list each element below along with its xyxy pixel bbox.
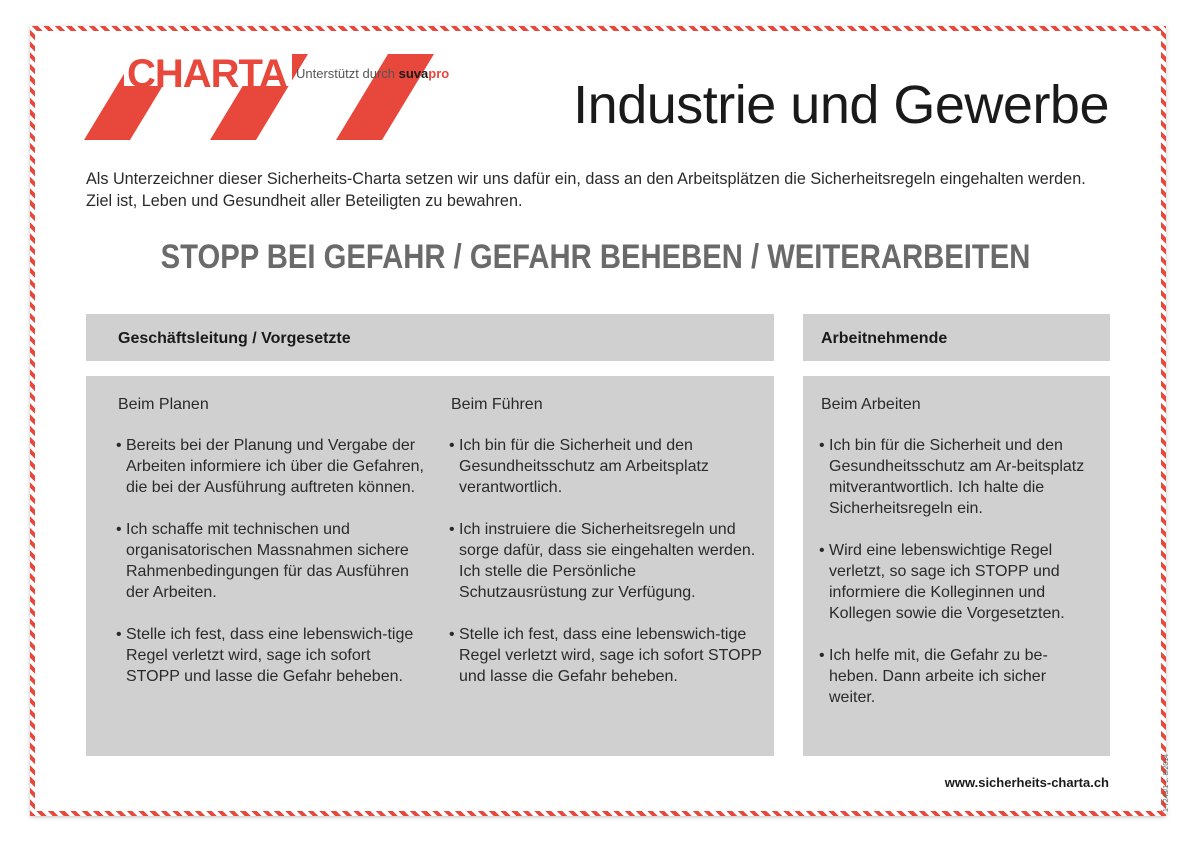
list-item: • Ich helfe mit, die Gefahr zu be-heben. Dann arbeite ich sicher weiter. — [821, 645, 1085, 708]
list-item: • Ich instruiere die Sicherheitsregeln und sorge dafür, dass sie eingehalten werden. Ich stelle die Persönliche Schutzausrüstung zur Verfügung. — [451, 519, 765, 603]
logo-brand: suva — [398, 66, 429, 81]
slogan: STOPP BEI GEFAHR / GEFAHR BEHEBEN / WEITERARBEITEN — [160, 238, 1031, 276]
working-title: Beim Arbeiten — [821, 396, 921, 413]
list-item: • Ich bin für die Sicherheit und den Gesundheitsschutz am Ar-beitsplatz mitverantwortlich. Ich halte die Sicherheitsregeln ein. — [821, 435, 1085, 519]
list-item: • Stelle ich fest, dass eine lebenswich-tige Regel verletzt wird, sage ich sofort STOPP und lasse die Gefahr beheben. — [451, 624, 765, 687]
planning-list — [118, 435, 426, 687]
management-header: Geschäftsleitung / Vorgesetzte — [86, 314, 774, 361]
employees-header: Arbeitnehmende — [803, 314, 1110, 361]
planning-title: Beim Planen — [118, 396, 209, 413]
logo-supported-by — [296, 66, 449, 81]
list-item: • Stelle ich fest, dass eine lebenswich-tige Regel verletzt wird, sage ich sofort STOPP und lasse die Gefahr beheben. — [118, 624, 426, 687]
leading-title: Beim Führen — [451, 396, 543, 413]
intro-text: Als Unterzeichner dieser Sicherheits-Charta setzen wir uns dafür ein, dass an den Arbeitsplätzen die Sicherheitsregeln eingehalten werden. Ziel ist, Leben und Gesundheit aller Beteiligten zu bewahren. — [86, 170, 1086, 210]
logo-name: CHARTA — [127, 52, 287, 96]
working-list — [821, 435, 1085, 708]
leading-column — [451, 394, 765, 708]
list-item: • Ich bin für die Sicherheit und den Gesundheitsschutz am Arbeitsplatz verantwortlich. — [451, 435, 765, 498]
list-item: • Ich schaffe mit technischen und organisatorischen Massnahmen sichere Rahmenbedingungen für das Ausführen der Arbeiten. — [118, 519, 426, 603]
document-code: 1 7243/1 c. 8/2014 — [1163, 754, 1170, 812]
working-column — [821, 394, 1085, 729]
website-link[interactable]: www.sicherheits-charta.ch — [944, 775, 1109, 790]
list-item: • Wird eine lebenswichtige Regel verletzt, so sage ich STOPP und informiere die Kolleginnen und Kollegen sowie die Vorgesetzten. — [821, 540, 1085, 624]
page-title: Industrie und Gewerbe — [573, 75, 1109, 135]
logo-supported-by-text: Unterstützt durch — [296, 66, 395, 81]
list-item: • Bereits bei der Planung und Vergabe der Arbeiten informiere ich über die Gefahren, die bei der Ausführung auftreten können. — [118, 435, 426, 498]
leading-list — [451, 435, 765, 687]
planning-column — [118, 394, 426, 708]
logo-brand-suffix: pro — [428, 66, 450, 81]
